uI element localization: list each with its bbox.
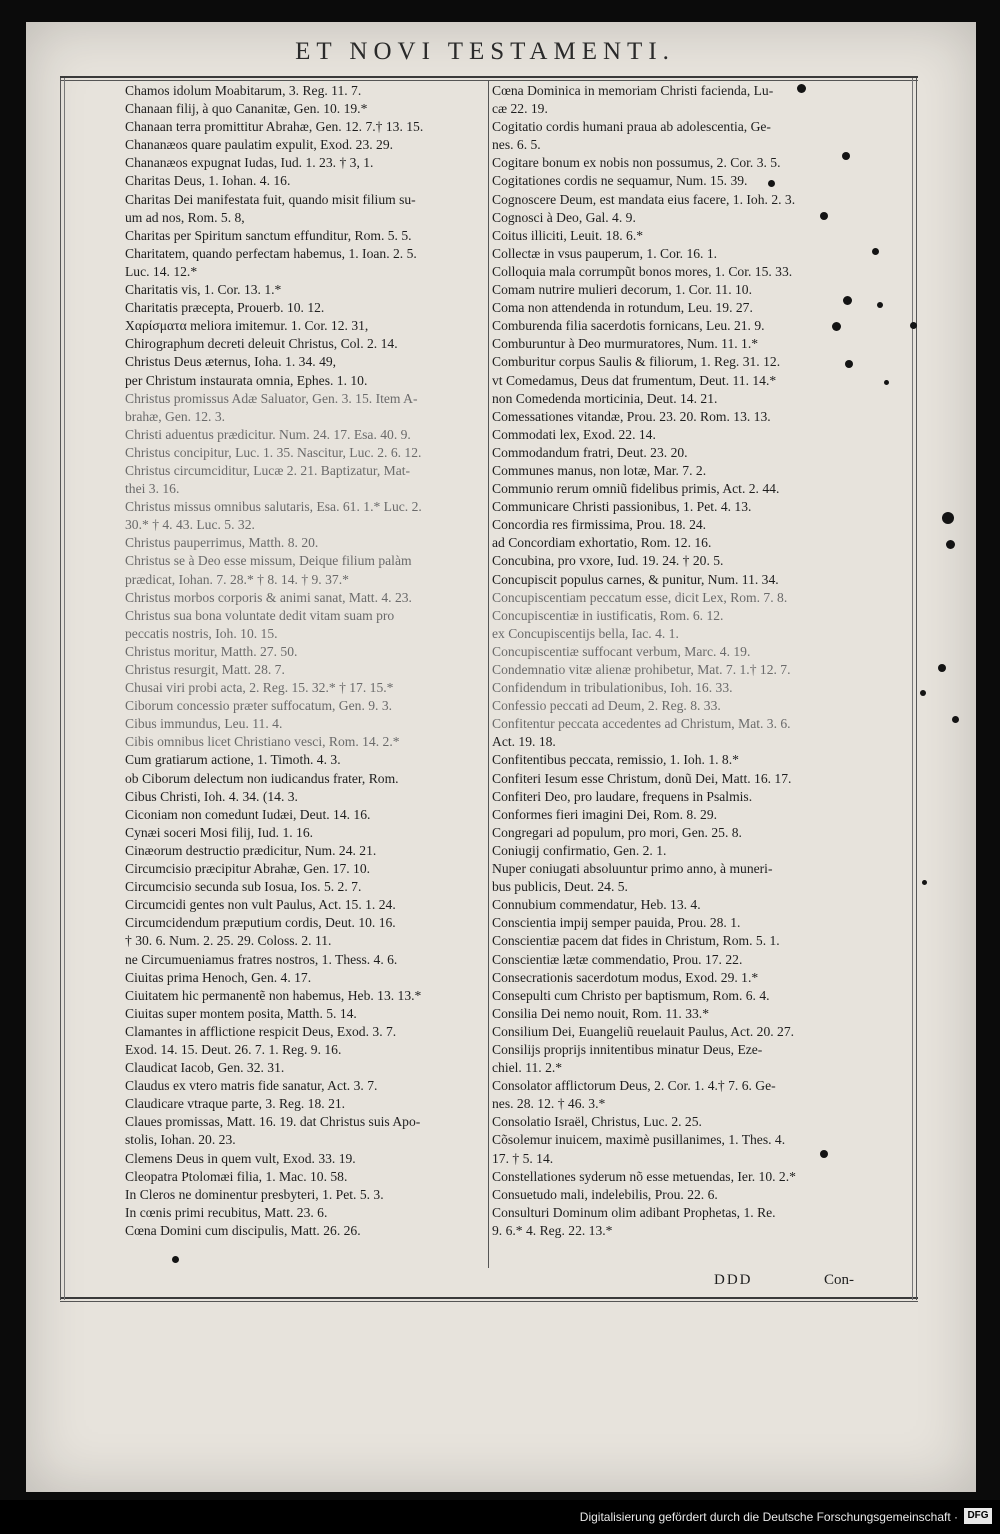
index-entry: Colloquia mala corrumpũt bonos mores, 1. Cor. 15. 33.: [492, 263, 793, 279]
index-entry: stolis, Iohan. 20. 23.: [125, 1132, 236, 1148]
index-entry: Cogitationes cordis ne sequamur, Num. 15. 39.: [492, 173, 748, 189]
index-entry: Cœna Dominica in memoriam Christi facienda, Lu-: [492, 83, 774, 98]
index-entry: ex Concupiscentijs bella, Iac. 4. 1.: [492, 625, 679, 641]
index-entry: Ciuitas prima Henoch, Gen. 4. 17.: [125, 969, 312, 985]
index-entry: Chanaan terra promittitur Abrahæ, Gen. 12. 7.† 13. 15.: [125, 119, 424, 135]
index-entry: 9. 6.* 4. Reg. 22. 13.*: [492, 1222, 613, 1238]
index-entry: Charitas per Spiritum sanctum effunditur, Rom. 5. 5.: [125, 227, 412, 243]
index-entry: Constellationes syderum nõ esse metuendas, Ier. 10. 2.*: [492, 1168, 796, 1184]
index-entry: Consilia Dei nemo nouit, Rom. 11. 33.*: [492, 1005, 709, 1021]
index-entry: Christus promissus Adæ Saluator, Gen. 3. 15. Item A-: [125, 390, 418, 406]
index-column-left: [125, 82, 483, 1240]
index-entry: Communes manus, non lotæ, Mar. 7. 2.: [492, 462, 707, 478]
index-entry: Charitas Deus, 1. Iohan. 4. 16.: [125, 173, 291, 189]
index-entry: Conscientiæ pacem dat fides in Christum, Rom. 5. 1.: [492, 933, 780, 949]
index-entry: Comessationes vitandæ, Prou. 23. 20. Rom. 13. 13.: [492, 408, 771, 424]
index-entry: Cibus Christi, Ioh. 4. 34. (14. 3.: [125, 788, 298, 804]
signature-mark: DDD: [714, 1272, 753, 1288]
dfg-logo: DFG: [964, 1508, 992, 1524]
index-entry: Circumcisio præcipitur Abrahæ, Gen. 17. 10.: [125, 861, 371, 877]
index-entry: Christus sua bona voluntate dedit vitam suam pro: [125, 607, 395, 623]
index-entry: Concupiscentiam peccatum esse, dicit Lex, Rom. 7. 8.: [492, 589, 788, 605]
index-entry: Cinæorum destructio prædicitur, Num. 24. 21.: [125, 842, 377, 858]
ink-blot: [820, 1150, 828, 1158]
index-entry: Luc. 14. 12.*: [125, 263, 198, 279]
index-entry: Commodati lex, Exod. 22. 14.: [492, 426, 656, 442]
index-entry: Consilijs proprijs innitentibus minatur Deus, Eze-: [492, 1041, 763, 1057]
index-entry: Christus missus omnibus salutaris, Esa. 61. 1.* Luc. 2.: [125, 499, 422, 515]
index-entry: Cognoscere Deum, est mandata eius facere, 1. Ioh. 2. 3.: [492, 191, 796, 207]
footer-credit: Digitalisierung gefördert durch die Deutsche Forschungsgemeinschaft ·: [579, 1510, 958, 1524]
index-entry: Commodandum fratri, Deut. 23. 20.: [492, 444, 688, 460]
index-entry: peccatis nostris, Ioh. 10. 15.: [125, 625, 278, 641]
index-entry: Claues promissas, Matt. 16. 19. dat Christus suis Apo-: [125, 1114, 421, 1130]
index-entry: Christus morbos corporis & animi sanat, Matt. 4. 23.: [125, 589, 412, 605]
index-entry: Claudus ex vtero matris fide sanatur, Act. 3. 7.: [125, 1078, 378, 1094]
index-entry: Cynæi soceri Mosi filij, Iud. 1. 16.: [125, 824, 314, 840]
index-entry: Chusai viri probi acta, 2. Reg. 15. 32.* † 17. 15.*: [125, 680, 394, 696]
index-entry: Concupiscentiæ suffocant verbum, Marc. 4. 19.: [492, 643, 751, 659]
ink-blot: [920, 690, 926, 696]
ink-blot: [797, 84, 806, 93]
index-entry: Comam nutrire mulieri decorum, 1. Cor. 11. 10.: [492, 282, 752, 298]
index-entry: ob Ciborum delectum non iudicandus frater, Rom.: [125, 770, 399, 786]
ink-blot: [938, 664, 946, 672]
frame-rule-left: [60, 78, 61, 1300]
index-entry: Nuper coniugati absoluuntur primo anno, à muneri-: [492, 861, 773, 877]
index-entry: Ciborum concessio præter suffocatum, Gen. 9. 3.: [125, 698, 393, 714]
index-entry: Christus pauperrimus, Matth. 8. 20.: [125, 535, 319, 551]
index-entry: Cibis omnibus licet Christiano vesci, Rom. 14. 2.*: [125, 734, 400, 750]
index-entry: Chananæos expugnat Iudas, Iud. 1. 23. † 3, 1.: [125, 155, 374, 171]
index-entry: Chirographum decreti deleuit Christus, Col. 2. 14.: [125, 336, 398, 352]
index-entry: Consulturi Dominum olim adibant Prophetas, 1. Re.: [492, 1204, 776, 1220]
catchword: Con-: [824, 1272, 854, 1288]
index-entry: Consolatio Israël, Christus, Luc. 2. 25.: [492, 1114, 702, 1130]
ink-blot: [832, 322, 841, 331]
column-divider: [488, 80, 489, 1268]
index-entry: Cognosci à Deo, Gal. 4. 9.: [492, 209, 636, 225]
ink-blot: [845, 360, 853, 368]
index-entry: thei 3. 16.: [125, 481, 180, 497]
index-entry: Cum gratiarum actione, 1. Timoth. 4. 3.: [125, 752, 341, 768]
index-entry: Consolator afflictorum Deus, 2. Cor. 1. 4.† 7. 6. Ge-: [492, 1078, 776, 1094]
index-entry: chiel. 11. 2.*: [492, 1060, 563, 1076]
index-entry: Coniugij confirmatio, Gen. 2. 1.: [492, 842, 667, 858]
index-entry: Christus moritur, Matth. 27. 50.: [125, 643, 298, 659]
index-entry: nes. 6. 5.: [492, 137, 541, 153]
frame-rule-bottom: [60, 1297, 918, 1299]
ink-blot: [884, 380, 889, 385]
index-column-right: [492, 82, 904, 1240]
index-entry: Communicare Christi passionibus, 1. Pet. 4. 13.: [492, 499, 752, 515]
index-entry: Consepulti cum Christo per baptismum, Rom. 6. 4.: [492, 987, 770, 1003]
index-entry: Conformes fieri imagini Dei, Rom. 8. 29.: [492, 806, 718, 822]
index-entry: Chamos idolum Moabitarum, 3. Reg. 11. 7.: [125, 83, 362, 98]
index-entry: Consecrationis sacerdotum modus, Exod. 29. 1.*: [492, 969, 759, 985]
frame-rule-top-inner: [60, 80, 918, 81]
index-entry: Circumcidi gentes non vult Paulus, Act. 15. 1. 24.: [125, 897, 396, 913]
index-entry: Confitentur peccata accedentes ad Christum, Mat. 3. 6.: [492, 716, 791, 732]
index-entry: Communio rerum omniũ fidelibus primis, Act. 2. 44.: [492, 481, 780, 497]
index-entry: Ciuitatem hic permanentẽ non habemus, Heb. 13. 13.*: [125, 987, 422, 1003]
frame-rule-right-inner: [912, 78, 913, 1300]
index-entry: Χαρίσματα meliora imitemur. 1. Cor. 12. 31,: [125, 318, 369, 334]
index-entry: Cibus immundus, Leu. 11. 4.: [125, 716, 283, 732]
index-entry: 17. † 5. 14.: [492, 1150, 554, 1166]
frame-rule-top: [60, 76, 918, 78]
index-entry: prædicat, Iohan. 7. 28.* † 8. 14. † 9. 37.*: [125, 571, 349, 587]
index-entry: Circumcisio secunda sub Iosua, Ios. 5. 2. 7.: [125, 879, 362, 895]
ink-blot: [843, 296, 852, 305]
index-entry: Confidendum in tribulationibus, Ioh. 16. 33.: [492, 680, 733, 696]
ink-blot: [922, 880, 927, 885]
frame-rule-right: [916, 78, 917, 1300]
index-entry: Exod. 14. 15. Deut. 26. 7. 1. Reg. 9. 16.: [125, 1041, 342, 1057]
index-entry: Act. 19. 18.: [492, 734, 556, 750]
ink-blot: [946, 540, 955, 549]
index-entry: Collectæ in vsus pauperum, 1. Cor. 16. 1.: [492, 245, 718, 261]
index-entry: Christus resurgit, Matt. 28. 7.: [125, 662, 285, 677]
index-entry: Clamantes in afflictione respicit Deus, Exod. 3. 7.: [125, 1023, 397, 1039]
index-entry: Conscientiæ lætæ commendatio, Prou. 17. 22.: [492, 951, 743, 967]
ink-blot: [942, 512, 954, 524]
index-entry: Conscientia impij semper pauida, Prou. 28. 1.: [492, 915, 741, 931]
index-entry: non Comedenda morticinia, Deut. 14. 21.: [492, 390, 718, 406]
index-entry: Charitatis præcepta, Prouerb. 10. 12.: [125, 300, 325, 316]
index-entry: 30.* † 4. 43. Luc. 5. 32.: [125, 517, 255, 533]
index-entry: Coitus illiciti, Leuit. 18. 6.*: [492, 227, 644, 243]
index-entry: Consilium Dei, Euangeliũ reuelauit Paulus, Act. 20. 27.: [492, 1023, 795, 1039]
index-entry: Cõsolemur inuicem, maximè pusillanimes, 1. Thes. 4.: [492, 1132, 786, 1148]
frame-rule-left-inner: [64, 78, 65, 1300]
index-entry: Comburenda filia sacerdotis fornicans, Leu. 21. 9.: [492, 318, 765, 334]
ink-blot: [820, 212, 828, 220]
index-entry: Cœna Domini cum discipulis, Matt. 26. 26.: [125, 1222, 361, 1238]
index-entry: Charitas Dei manifestata fuit, quando misit filium su-: [125, 191, 416, 207]
index-entry: Comburuntur à Deo murmuratores, Num. 11. 1.*: [492, 336, 759, 352]
index-entry: Condemnatio vitæ alienæ prohibetur, Mat. 7. 1.† 12. 7.: [492, 662, 791, 677]
index-entry: Christus se à Deo esse missum, Deique filium palàm: [125, 553, 412, 569]
frame-rule-bottom-inner: [60, 1301, 918, 1302]
index-entry: cæ 22. 19.: [492, 101, 548, 117]
index-entry: Chananæos quare paulatim expulit, Exod. 23. 29.: [125, 137, 394, 153]
index-entry: Concubina, pro vxore, Iud. 19. 24. † 20. 5.: [492, 553, 724, 569]
index-entry: Christus Deus æternus, Ioha. 1. 34. 49,: [125, 354, 337, 370]
index-entry: Charitatem, quando perfectam habemus, 1. Ioan. 2. 5.: [125, 245, 417, 261]
index-entry: brahæ, Gen. 12. 3.: [125, 408, 226, 424]
index-entry: † 30. 6. Num. 2. 25. 29. Coloss. 2. 11.: [125, 933, 332, 949]
ink-blot: [842, 152, 850, 160]
index-entry: Christus circumciditur, Lucæ 2. 21. Baptizatur, Mat-: [125, 462, 411, 478]
index-entry: Coma non attendenda in rotundum, Leu. 19. 27.: [492, 300, 753, 316]
index-entry: Claudicare vtraque parte, 3. Reg. 18. 21.: [125, 1096, 346, 1112]
index-entry: Concordia res firmissima, Prou. 18. 24.: [492, 517, 707, 533]
index-entry: nes. 28. 12. † 46. 3.*: [492, 1096, 606, 1112]
index-entry: Confiteri Deo, pro laudare, frequens in Psalmis.: [492, 788, 753, 804]
index-entry: Christus concipitur, Luc. 1. 35. Nascitur, Luc. 2. 6. 12.: [125, 444, 422, 460]
index-entry: Cogitatio cordis humani praua ab adolescentia, Ge-: [492, 119, 771, 135]
index-entry: Concupiscentiæ in iustificatis, Rom. 6. 12.: [492, 607, 724, 623]
index-entry: Confessio peccati ad Deum, 2. Reg. 8. 33.: [492, 698, 721, 714]
ink-blot: [872, 248, 879, 255]
index-entry: Comburitur corpus Saulis & filiorum, 1. Reg. 31. 12.: [492, 354, 781, 370]
ink-blot: [877, 302, 883, 308]
index-entry: Confitentibus peccata, remissio, 1. Ioh. 1. 8.*: [492, 752, 739, 768]
index-entry: Ciuitas super montem posita, Matth. 5. 14.: [125, 1005, 357, 1021]
index-entry: Ciconiam non comedunt Iudæi, Deut. 14. 16.: [125, 806, 371, 822]
index-entry: Cleopatra Ptolomæi filia, 1. Mac. 10. 58.: [125, 1168, 348, 1184]
index-entry: Cogitare bonum ex nobis non possumus, 2. Cor. 3. 5.: [492, 155, 781, 171]
ink-blot: [172, 1256, 179, 1263]
index-entry: ne Circumueniamus fratres nostros, 1. Thess. 4. 6.: [125, 951, 398, 967]
index-entry: Connubium commendatur, Heb. 13. 4.: [492, 897, 701, 913]
index-entry: Congregari ad populum, pro mori, Gen. 25. 8.: [492, 824, 742, 840]
index-entry: Circumcidendum præputium cordis, Deut. 10. 16.: [125, 915, 396, 931]
index-entry: Charitatis vis, 1. Cor. 13. 1.*: [125, 282, 282, 298]
index-entry: vt Comedamus, Deus dat frumentum, Deut. 11. 14.*: [492, 372, 777, 388]
index-entry: um ad nos, Rom. 5. 8,: [125, 209, 245, 225]
index-entry: Clemens Deus in quem vult, Exod. 33. 19.: [125, 1150, 356, 1166]
index-entry: Concupiscit populus carnes, & punitur, Num. 11. 34.: [492, 571, 779, 587]
ink-blot: [952, 716, 959, 723]
ink-blot: [910, 322, 917, 329]
running-header: ET NOVI TESTAMENTI.: [295, 38, 675, 65]
index-entry: In cœnis primi recubitus, Matt. 23. 6.: [125, 1204, 328, 1220]
index-entry: ad Concordiam exhortatio, Rom. 12. 16.: [492, 535, 712, 551]
index-entry: In Cleros ne dominentur presbyteri, 1. Pet. 5. 3.: [125, 1186, 384, 1202]
index-entry: Consuetudo mali, indelebilis, Prou. 22. 6.: [492, 1186, 718, 1202]
index-entry: Chanaan filij, à quo Cananitæ, Gen. 10. 19.*: [125, 101, 368, 117]
index-entry: Christi aduentus prædicitur. Num. 24. 17. Esa. 40. 9.: [125, 426, 411, 442]
index-entry: Claudicat Iacob, Gen. 32. 31.: [125, 1060, 285, 1076]
index-entry: Confiteri Iesum esse Christum, donũ Dei, Matt. 16. 17.: [492, 770, 792, 786]
ink-blot: [768, 180, 775, 187]
index-entry: bus publicis, Deut. 24. 5.: [492, 879, 628, 895]
index-entry: per Christum instaurata omnia, Ephes. 1. 10.: [125, 372, 368, 388]
footer-bar: [0, 1500, 1000, 1534]
